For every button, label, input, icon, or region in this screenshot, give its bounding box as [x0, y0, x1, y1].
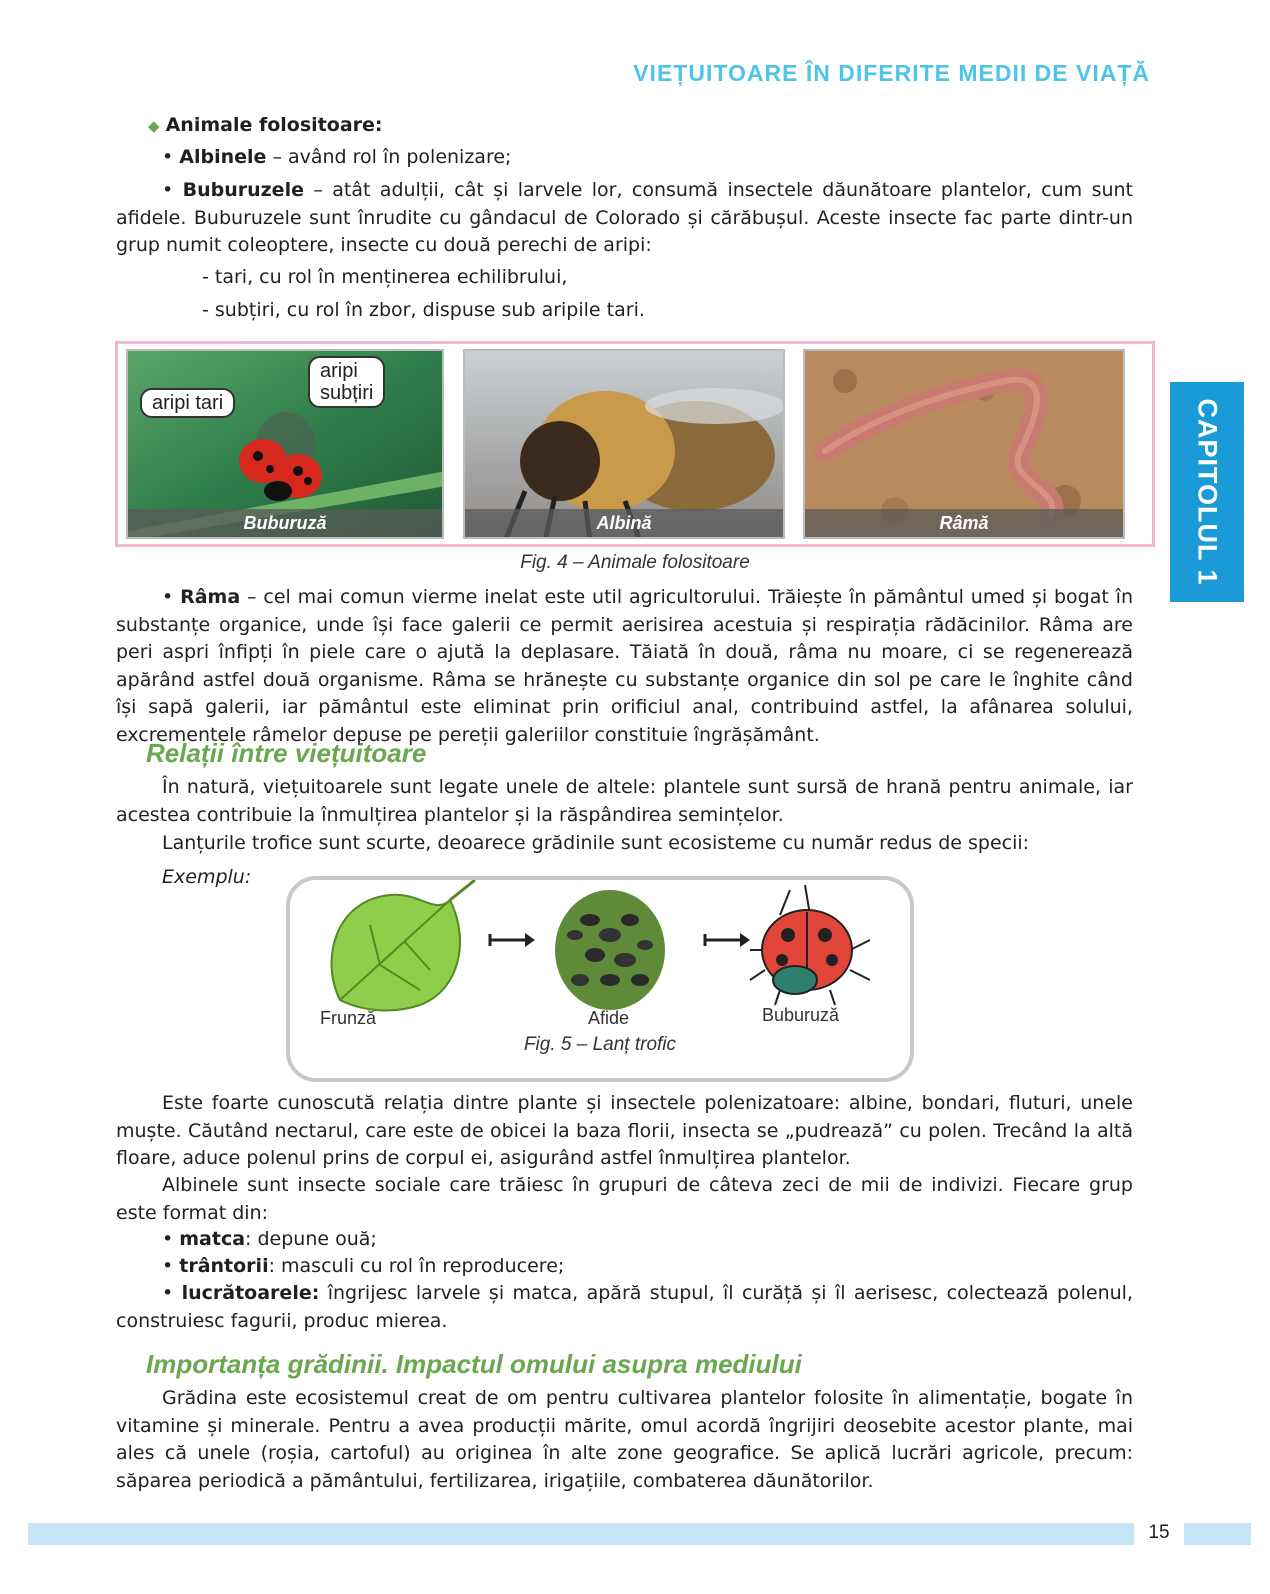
matca-term: matca: [179, 1228, 246, 1250]
figure-4-caption: Fig. 4 – Animale folositoare: [520, 552, 750, 573]
buburuzele-term: Buburuzele: [182, 179, 304, 201]
relatii-paragraph-2: Lanțurile trofice sunt scurte, deoarece grădinile sunt ecosisteme cu număr redus de specii:: [162, 832, 1030, 854]
lucratoarele-text: îngrijesc larvele și matca, apără stupul, îl curăță și îl aerisesc, colectează polenul, construiesc fagurii, produc mierea.: [116, 1282, 1134, 1332]
earthworm-photo: [803, 349, 1125, 539]
photo-caption: Albină: [465, 509, 783, 537]
ladybug-icon: [750, 885, 870, 1005]
buburuzele-paragraph: • Buburuzele – atât adulții, cât și larvele lor, consumă insectele dăunătoare plantelor, cum sunt afidele. Buburuzele sunt înrudite cu gândacul de Colorado și cărăbușul. Aceste insecte fac parte dintr-un grup numit coleoptere, insecte cu două perechi de aripi:: [116, 179, 1134, 256]
gradina-paragraph: Grădina este ecosistemul creat de om pentru cultivarea plantelor folosite în alimentație, bogate în vitamine și minerale. Pentru a avea producții mărite, omul acordă îngrijiri deosebite acestor plante, mai ales că unele (roșia, cartoful) au originea în alte zone geografice. Se aplică lucrări agricole, precum: săparea periodică a pământului, fertilizarea, irigațiile, combaterea dăunătorilor.: [116, 1387, 1133, 1492]
rama-text: – cel mai comun vierme inelat este util agricultorului. Trăiește în pământul umed și bogat în substanțe organice, unde își face galerii ce permit aerisirea acestuia și respirația rădăcinilor. Râma are peri aspri înfipți în piele care o ajută la deplasare. Tăiată în două, râma nu moare, ci se regenerează apărând astfel două organisme. Râma se hrănește cu substanțe organice din sol pe care le înghite când își sapă galerii, iar pământul este eliminat prin orificiul anal, contribuind astfel, la afânarea solului, excrementele râmelor depuse pe pereții galeriilor constituie îngrășământ.: [116, 586, 1134, 746]
running-header: VIEȚUITOARE ÎN DIFERITE MEDII DE VIAȚĂ: [633, 60, 1150, 86]
food-chain-illustration: [310, 880, 890, 1020]
speech-bubble-hard-wings: aripi tari: [140, 388, 235, 418]
section-title-relatii: Relații între viețuitoare: [146, 738, 427, 768]
rama-paragraph: • Râma – cel mai comun vierme inelat este util agricultorului. Trăiește în pământul umed și bogat în substanțe organice, unde își face galerii ce permit aerisirea acestuia și respirația rădăcinilor. Râma are peri aspri înfipți în piele care o ajută la deplasare. Tăiată în două, râma nu moare, ci se regenerează apărând astfel două organisme. Râma se hrănește cu substanțe organice din sol pe care le înghite când își sapă galerii, iar pământul este eliminat prin orificiul anal, contribuind astfel, la afânarea solului, excrementele râmelor depuse pe pereții galeriilor constituie îngrășământ.: [116, 586, 1134, 746]
ladybug-photo: [126, 349, 444, 539]
photo-caption: Buburuză: [128, 509, 442, 537]
wing-list-item: - tari, cu rol în menținerea echilibrului,: [202, 266, 568, 288]
animals-heading: Animale folositoare:: [165, 114, 383, 136]
figure-4-frame: [115, 341, 1155, 547]
chain-label: Buburuză: [762, 1005, 840, 1025]
chain-label: Afide: [588, 1008, 630, 1028]
figure-5-frame: [286, 876, 914, 1082]
trantorii-item: • trântorii: masculi cu rol în reproducere;: [162, 1255, 565, 1277]
chapter-tab-label: CAPITOLUL 1: [1192, 398, 1223, 586]
page-number: 15: [1134, 1518, 1184, 1548]
buburuzele-text: – atât adulții, cât și larvele lor, consumă insectele dăunătoare plantelor, cum sunt afidele. Buburuzele sunt înrudite cu gândacul de Colorado și cărăbușul. Aceste insecte fac parte dintr-un grup numit coleoptere, insecte cu două perechi de aripi:: [116, 179, 1134, 256]
diamond-bullet-icon: ◆: [148, 117, 160, 135]
speech-bubble-thin-wings: [308, 356, 385, 408]
relatii-paragraph-1: În natură, viețuitoarele sunt legate unele de altele: plantele sunt sursă de hrană pentru animale, iar acestea contribuie la înmulțirea plantelor și la răspândirea semințelor.: [116, 776, 1133, 826]
albinele-text: – având rol în polenizare;: [266, 146, 512, 168]
footer-bar: [28, 1523, 1251, 1545]
bubble-line: subțiri: [320, 382, 374, 404]
photo-caption: Râmă: [805, 509, 1123, 537]
albine-sociale-paragraph: Albinele sunt insecte sociale care trăiesc în grupuri de câteva zeci de mii de indivizi. Fiecare grup este format din:: [116, 1174, 1133, 1224]
matca-item: • matca: depune ouă;: [162, 1228, 377, 1250]
wing-list-item: - subțiri, cu rol în zbor, dispuse sub aripile tari.: [202, 299, 645, 321]
figure-5-caption: Fig. 5 – Lanț trofic: [523, 1034, 677, 1055]
aphids-icon: [555, 890, 665, 1010]
bee-photo: [463, 349, 785, 539]
arrow-icon: [490, 933, 535, 947]
example-label: Exemplu:: [162, 866, 252, 888]
lucratoarele-item: • lucrătoarele: îngrijesc larvele și matca, apără stupul, îl curăță și îl aerisesc, colectează polenul, construiesc fagurii, produc mierea.: [116, 1282, 1134, 1332]
chapter-tab: [1170, 382, 1244, 602]
leaf-icon: [332, 880, 475, 1010]
animals-heading-line: [148, 112, 383, 141]
matca-text: : depune ouă;: [245, 1228, 377, 1250]
chain-label: Frunză: [320, 1008, 377, 1028]
rama-term: Râma: [180, 586, 241, 608]
trantorii-term: trântorii: [179, 1255, 269, 1277]
polenizare-paragraph: Este foarte cunoscută relația dintre plante și insectele polenizatoare: albine, bondari, fluturi, unele muște. Căutând nectarul, care este de obicei la baza florii, insecta se „pudrează” cu polen. Trecând la altă floare, aduce polenul prins de corpul ei, asigurând astfel înmulțirea plantelor.: [116, 1092, 1133, 1169]
albinele-item: • Albinele – având rol în polenizare;: [162, 146, 512, 168]
section-title-gradina: Importanța grădinii. Impactul omului asupra mediului: [146, 1349, 802, 1379]
albinele-term: Albinele: [179, 146, 267, 168]
trantorii-text: : masculi cu rol în reproducere;: [268, 1255, 565, 1277]
lucratoarele-term: lucrătoarele:: [181, 1282, 320, 1304]
arrow-icon: [705, 933, 750, 947]
bubble-line: aripi: [320, 360, 358, 382]
